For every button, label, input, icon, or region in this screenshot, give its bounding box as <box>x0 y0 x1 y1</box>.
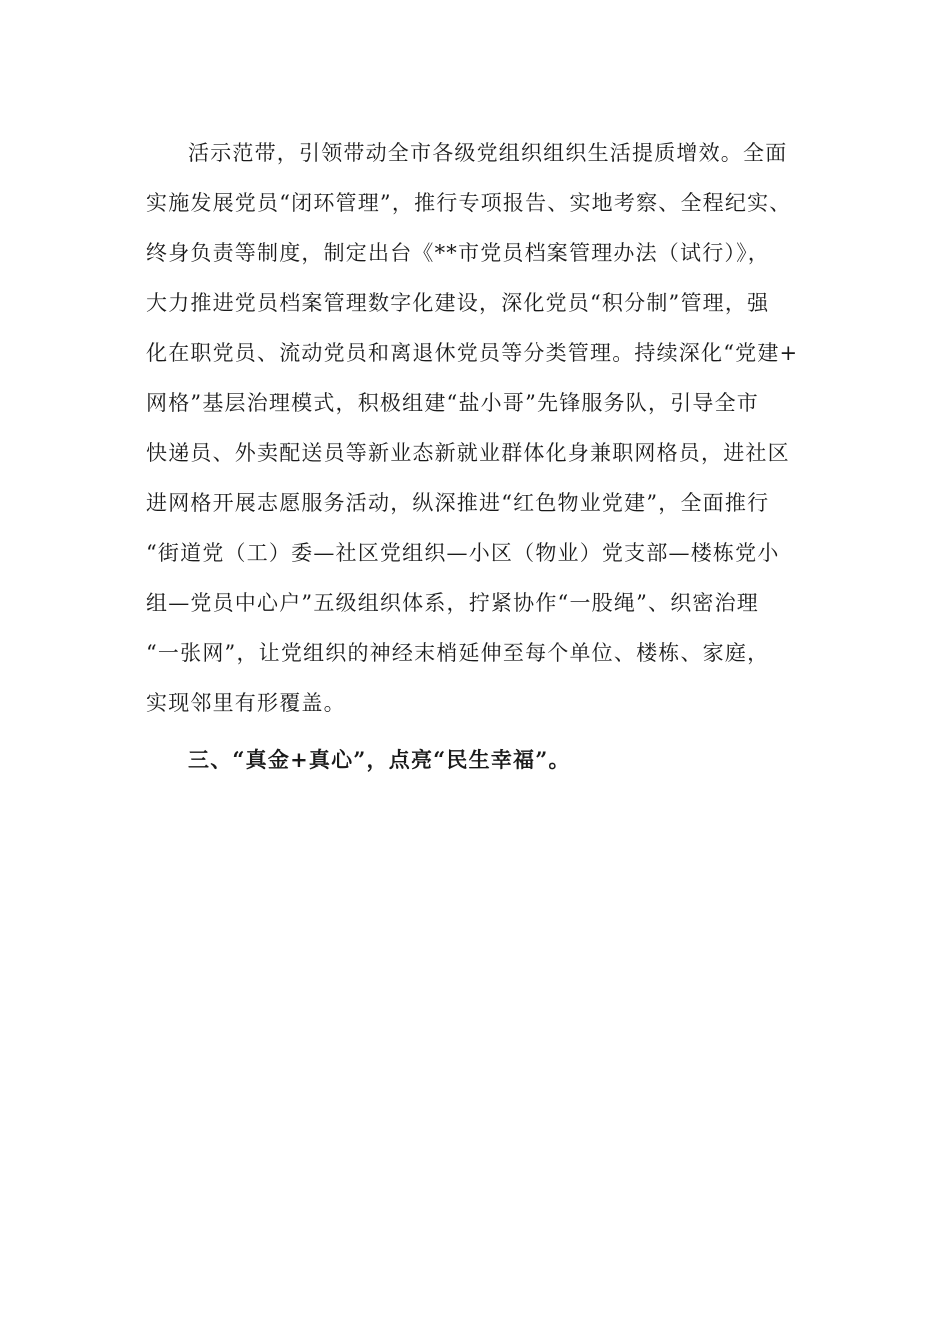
paragraph-line: 大力推进党员档案管理数字化建设，深化党员“积分制”管理，强 <box>146 291 770 315</box>
paragraph-line: 终身负责等制度，制定出台《**市党员档案管理办法（试行）》， <box>146 241 770 265</box>
paragraph-line: 实施发展党员“闭环管理”，推行专项报告、实地考察、全程纪实、 <box>146 191 792 215</box>
paragraph-line: 网格”基层治理模式，积极组建“盐小哥”先锋服务队，引导全市 <box>146 391 760 415</box>
paragraph-line: “一张网”，让党组织的神经末梢延伸至每个单位、楼栋、家庭， <box>146 641 770 665</box>
paragraph-line: 组—党员中心户”五级组织体系，拧紧协作“一股绳”、织密治理 <box>146 591 760 615</box>
paragraph-line: 化在职党员、流动党员和离退休党员等分类管理。持续深化“党建+ <box>146 341 799 365</box>
paragraph-line: 快递员、外卖配送员等新业态新就业群体化身兼职网格员，进社区 <box>146 441 790 465</box>
section-heading: 三、“真金+真心”，点亮“民生幸福”。 <box>188 747 571 772</box>
body-paragraph <box>146 128 836 728</box>
paragraph-line: 活示范带，引领带动全市各级党组织组织生活提质增效。全面 <box>188 141 788 165</box>
paragraph-line: 实现邻里有形覆盖。 <box>146 691 346 715</box>
paragraph-line: “街道党（工）委—社区党组织—小区（物业）党支部—楼栋党小 <box>146 541 780 565</box>
paragraph-line: 进网格开展志愿服务活动，纵深推进“红色物业党建”，全面推行 <box>146 491 770 515</box>
